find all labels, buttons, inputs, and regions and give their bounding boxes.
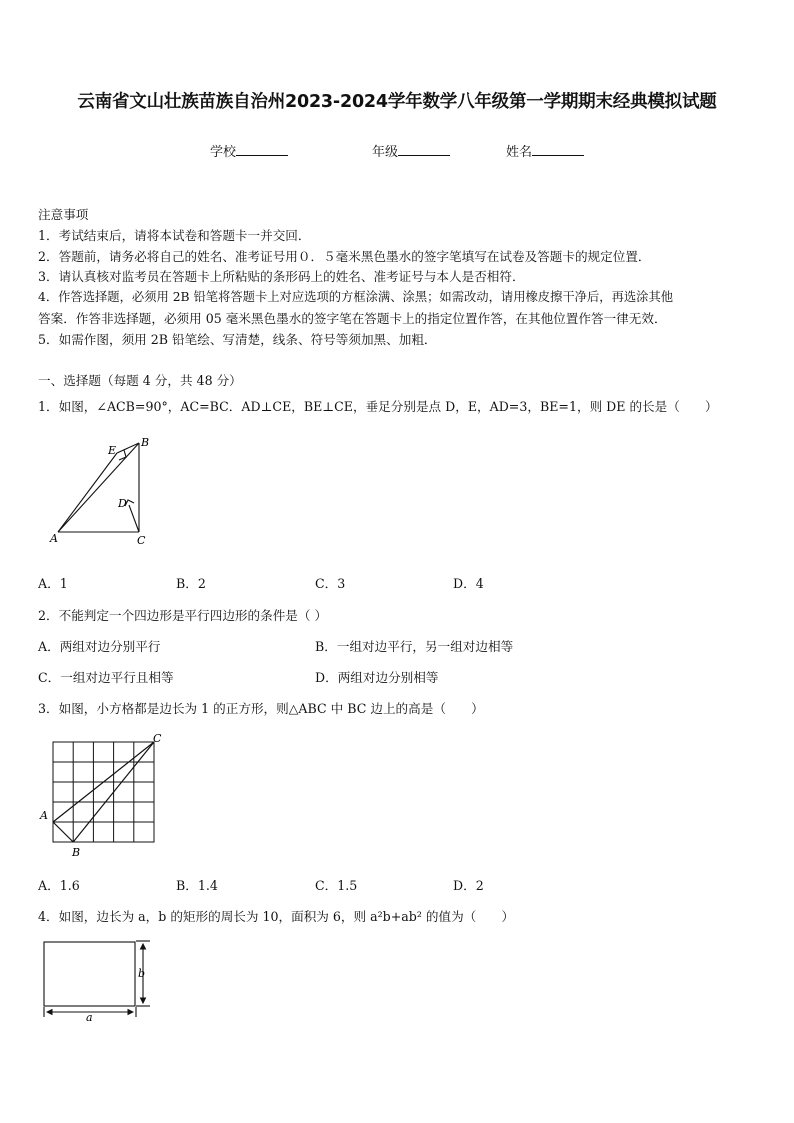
q1-option-c[interactable]: C．3 bbox=[315, 576, 346, 591]
q4-label-b: b bbox=[138, 967, 146, 980]
q3-option-b[interactable]: B．1.4 bbox=[176, 878, 218, 893]
q1-label-B: B bbox=[141, 436, 150, 449]
q1-label-E: E bbox=[108, 444, 117, 457]
school-field[interactable] bbox=[210, 141, 288, 160]
name-blank[interactable] bbox=[532, 143, 584, 156]
grade-label: 年级 bbox=[372, 145, 399, 160]
q3-label-C: C bbox=[153, 732, 162, 745]
q1-option-d[interactable]: D．4 bbox=[453, 576, 484, 591]
question-4-stem: 4．如图，边长为 a，b 的矩形的周长为 10，面积为 6，则 a²b+ab² 的值为（ ） bbox=[38, 909, 515, 924]
q2-option-a[interactable]: A．两组对边分别平行 bbox=[38, 639, 161, 654]
q1-figure bbox=[40, 430, 165, 548]
q3-label-A: A bbox=[40, 809, 48, 822]
school-label: 学校 bbox=[210, 145, 237, 160]
q2-option-c[interactable]: C．一组对边平行且相等 bbox=[38, 670, 174, 685]
q3-option-d[interactable]: D．2 bbox=[453, 878, 484, 893]
q1-label-C: C bbox=[137, 534, 146, 547]
q2-option-b[interactable]: B．一组对边平行，另一组对边相等 bbox=[315, 639, 514, 654]
grade-field[interactable] bbox=[372, 141, 450, 160]
q3-option-c[interactable]: C．1.5 bbox=[315, 878, 358, 893]
notice-heading: 注意事项 bbox=[38, 207, 89, 222]
section-heading: 一、选择题（每题 4 分，共 48 分） bbox=[38, 373, 242, 388]
notice-item: 3．请认真核对监考员在答题卡上所粘贴的条形码上的姓名、准考证号与本人是否相符． bbox=[38, 269, 525, 284]
notice-item: 答案．作答非选择题，必须用 05 毫米黑色墨水的签字笔在答题卡上的指定位置作答，在其他位置作答一律无效． bbox=[38, 311, 667, 326]
q1-label-A: A bbox=[50, 532, 58, 545]
grade-blank[interactable] bbox=[398, 143, 450, 156]
q1-label-D: D bbox=[118, 497, 127, 510]
q1-option-a[interactable]: A．1 bbox=[38, 576, 68, 591]
notice-item: 1．考试结束后，请将本试卷和答题卡一并交回． bbox=[38, 228, 311, 243]
q4-figure bbox=[38, 935, 158, 1025]
page-title: 云南省文山壮族苗族自治州2023-2024学年数学八年级第一学期期末经典模拟试题 bbox=[77, 92, 717, 112]
q3-figure bbox=[38, 730, 173, 860]
notice-item: 2．答题前，请务必将自己的姓名、准考证号用０．５毫米黑色墨水的签字笔填写在试卷及答题卡的规定位置． bbox=[38, 249, 651, 264]
name-field[interactable] bbox=[506, 141, 584, 160]
q3-label-B: B bbox=[72, 846, 81, 859]
question-3-stem: 3．如图，小方格都是边长为 1 的正方形，则△ABC 中 BC 边上的高是（ ） bbox=[38, 701, 484, 716]
q2-option-d[interactable]: D．两组对边分别相等 bbox=[315, 670, 439, 685]
q1-option-b[interactable]: B．2 bbox=[176, 576, 206, 591]
q4-label-a: a bbox=[86, 1011, 93, 1024]
question-1-stem: 1．如图，∠ACB=90°，AC=BC．AD⊥CE，BE⊥CE，垂足分别是点 D，E，AD=3，BE=1，则 DE 的长是（ ） bbox=[38, 399, 718, 414]
school-blank[interactable] bbox=[236, 143, 288, 156]
notice-item: 4．作答选择题，必须用 2B 铅笔将答题卡上对应选项的方框涂满、涂黑；如需改动，请用橡皮擦干净后，再选涂其他 bbox=[38, 290, 674, 304]
notice-item: 5．如需作图，须用 2B 铅笔绘、写清楚，线条、符号等须加黑、加粗． bbox=[38, 332, 437, 347]
q3-option-a[interactable]: A．1.6 bbox=[38, 878, 80, 893]
question-2-stem: 2．不能判定一个四边形是平行四边形的条件是（ ） bbox=[38, 608, 328, 623]
name-label: 姓名 bbox=[506, 145, 533, 160]
